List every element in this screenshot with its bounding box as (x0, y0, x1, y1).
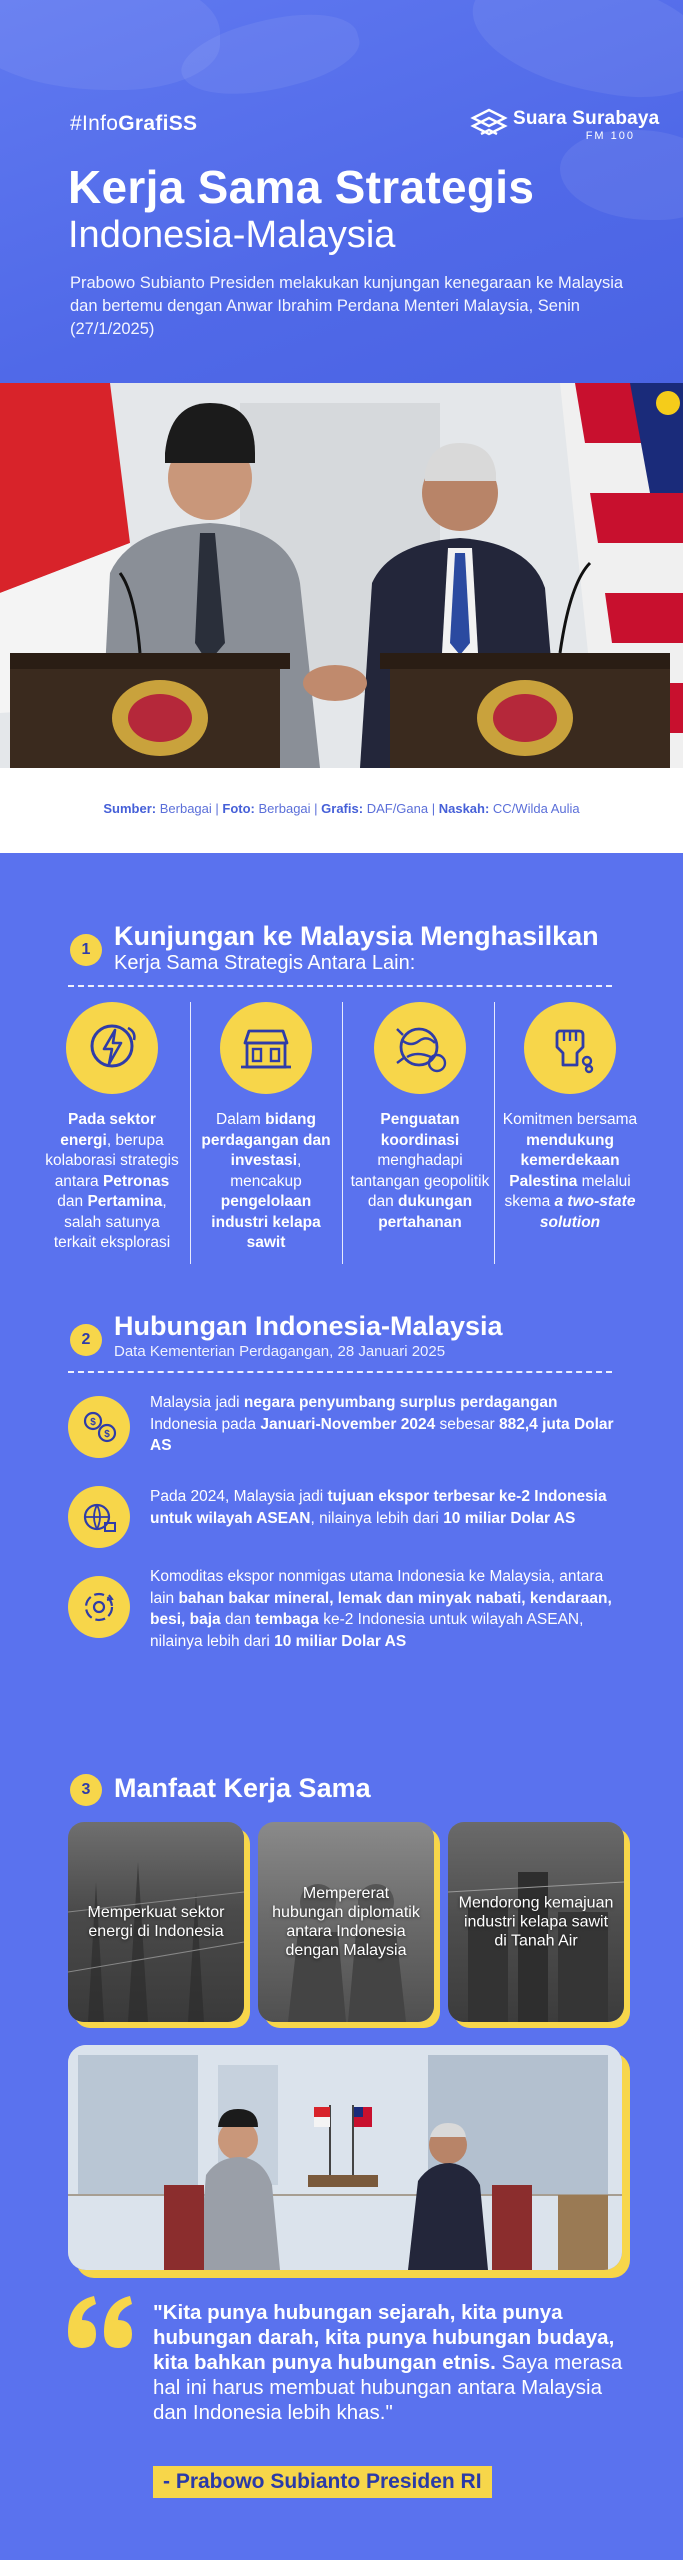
brand-name: Suara Surabaya (513, 108, 660, 129)
svg-text:$: $ (90, 1417, 96, 1428)
credit-naskah-label: Naskah: (438, 801, 490, 816)
card-text: Mempererat hubungan diplomatik antara Indonesia dengan Malaysia (272, 1885, 420, 1959)
quote-text (153, 2300, 633, 2425)
quote-author: - Prabowo Subianto Presiden RI (153, 2466, 492, 2498)
page-title: Kerja Sama Strategis (68, 161, 535, 213)
benefit-column-trade (196, 1002, 336, 1254)
meeting-photo (68, 2045, 622, 2270)
handshake-photo (0, 383, 683, 768)
column-separator (342, 1002, 343, 1264)
credit-sumber-label: Sumber: (103, 801, 157, 816)
credit-separator: | (310, 801, 322, 816)
benefit-text-energy: Pada sektor energi, berupa kolaborasi strategis antara Petronas dan Pertamina, salah satunya terkait eksplorasi (45, 1111, 179, 1251)
energy-bulb-icon (66, 1002, 158, 1094)
benefit-card-diplomatic (258, 1822, 434, 2022)
raised-fist-icon (524, 1002, 616, 1094)
infografis-tag (70, 112, 197, 136)
svg-text:$: $ (104, 1429, 110, 1440)
section2-divider (68, 1371, 612, 1373)
section3-title: Manfaat Kerja Sama (114, 1773, 371, 1803)
credit-grafis-value: DAF/Gana (366, 801, 429, 816)
section-number-2: 2 (70, 1324, 102, 1356)
section2-title: Hubungan Indonesia-Malaysia (114, 1311, 503, 1341)
credit-foto-value: Berbagai (258, 801, 311, 816)
map-decoration (462, 0, 683, 110)
section-number-3: 3 (70, 1774, 102, 1806)
header (0, 0, 683, 383)
column-separator (190, 1002, 191, 1264)
trade-fact-surplus: Malaysia jadi negara penyumbang surplus perdagangan Indonesia pada Januari-November 2024 sebesar 882,4 juta Dolar AS (150, 1394, 614, 1454)
commodity-cycle-icon (68, 1576, 130, 1638)
credit-sumber-value: Berbagai (159, 801, 212, 816)
credit-separator: | (428, 801, 439, 816)
benefit-card-palm-oil (448, 1822, 624, 2022)
section1-subtitle: Kerja Sama Strategis Antara Lain: (114, 952, 416, 974)
export-globe-icon (68, 1486, 130, 1548)
credit-grafis-label: Grafis: (321, 801, 364, 816)
benefit-column-energy (42, 1002, 182, 1254)
globe-defense-icon (374, 1002, 466, 1094)
handshake-illustration (0, 383, 683, 768)
meeting-illustration (68, 2045, 622, 2270)
benefit-column-geopolitics (350, 1002, 490, 1233)
suara-surabaya-logo-icon (469, 108, 509, 140)
section2-note: Data Kementerian Perdagangan, 28 Januari 2025 (114, 1343, 446, 1360)
credit-bar (0, 768, 683, 853)
brand-sub: FM 100 (585, 130, 635, 142)
credit-foto-label: Foto: (222, 801, 255, 816)
quote-bold: "Kita punya hubungan sejarah, kita punya hubungan darah, kita punya hubungan budaya, kita bahkan punya hubungan etnis. (153, 2301, 615, 2374)
trade-market-icon (220, 1002, 312, 1094)
card-text: Memperkuat sektor energi di Indonesia (87, 1904, 225, 1940)
benefit-text-geopolitics: Penguatan koordinasi menghadapi tantangan geopolitik dan dukungan pertahanan (350, 1111, 490, 1231)
tag-bold: GrafiSS (118, 112, 198, 135)
page-subtitle: Indonesia-Malaysia (68, 214, 396, 256)
intro-text: Prabowo Subianto Presiden melakukan kunjungan kenegaraan ke Malaysia dan bertemu dengan Anwar Ibrahim Perdana Menteri Malaysia, Senin (27/1/2025) (70, 274, 624, 338)
credit-separator: | (211, 801, 223, 816)
section1-title: Kunjungan ke Malaysia Menghasilkan (114, 921, 599, 951)
benefit-card-energy (68, 1822, 244, 2022)
section-number-1: 1 (70, 934, 102, 966)
quote-mark-icon (64, 2292, 138, 2352)
trade-fact-export: Pada 2024, Malaysia jadi tujuan ekspor terbesar ke-2 Indonesia untuk wilayah ASEAN, nilainya lebih dari 10 miliar Dolar AS (150, 1488, 607, 1527)
quote-normal: Saya merasa hal ini harus membuat hubungan antara Malaysia dan Indonesia lebih khas." (153, 2351, 623, 2424)
brand-logo-block (409, 104, 659, 154)
card-text: Mendorong kemajuan industri kelapa sawit di Tanah Air (458, 1894, 614, 1950)
trade-fact-commodity: Komoditas ekspor nonmigas utama Indonesia ke Malaysia, antara lain bahan bakar mineral, lemak dan minyak nabati, kendaraan, besi, baja dan tembaga ke-2 Indonesia untuk wilayah ASEAN, nilainya lebih dari 10 miliar Dolar AS (150, 1568, 612, 1650)
benefit-text-trade: Dalam bidang perdagangan dan investasi, mencakup pengelolaan industri kelapa sawit (201, 1111, 331, 1251)
credit-line (0, 801, 683, 816)
credit-naskah-value: CC/Wilda Aulia (492, 801, 580, 816)
tag-prefix: #Info (70, 112, 119, 135)
benefit-column-palestine (500, 1002, 640, 1233)
money-surplus-icon (68, 1396, 130, 1458)
section1-divider (68, 985, 612, 987)
benefit-text-palestine: Komitmen bersama mendukung kemerdekaan Palestina melalui skema a two-state solution (502, 1111, 638, 1231)
column-separator (494, 1002, 495, 1264)
